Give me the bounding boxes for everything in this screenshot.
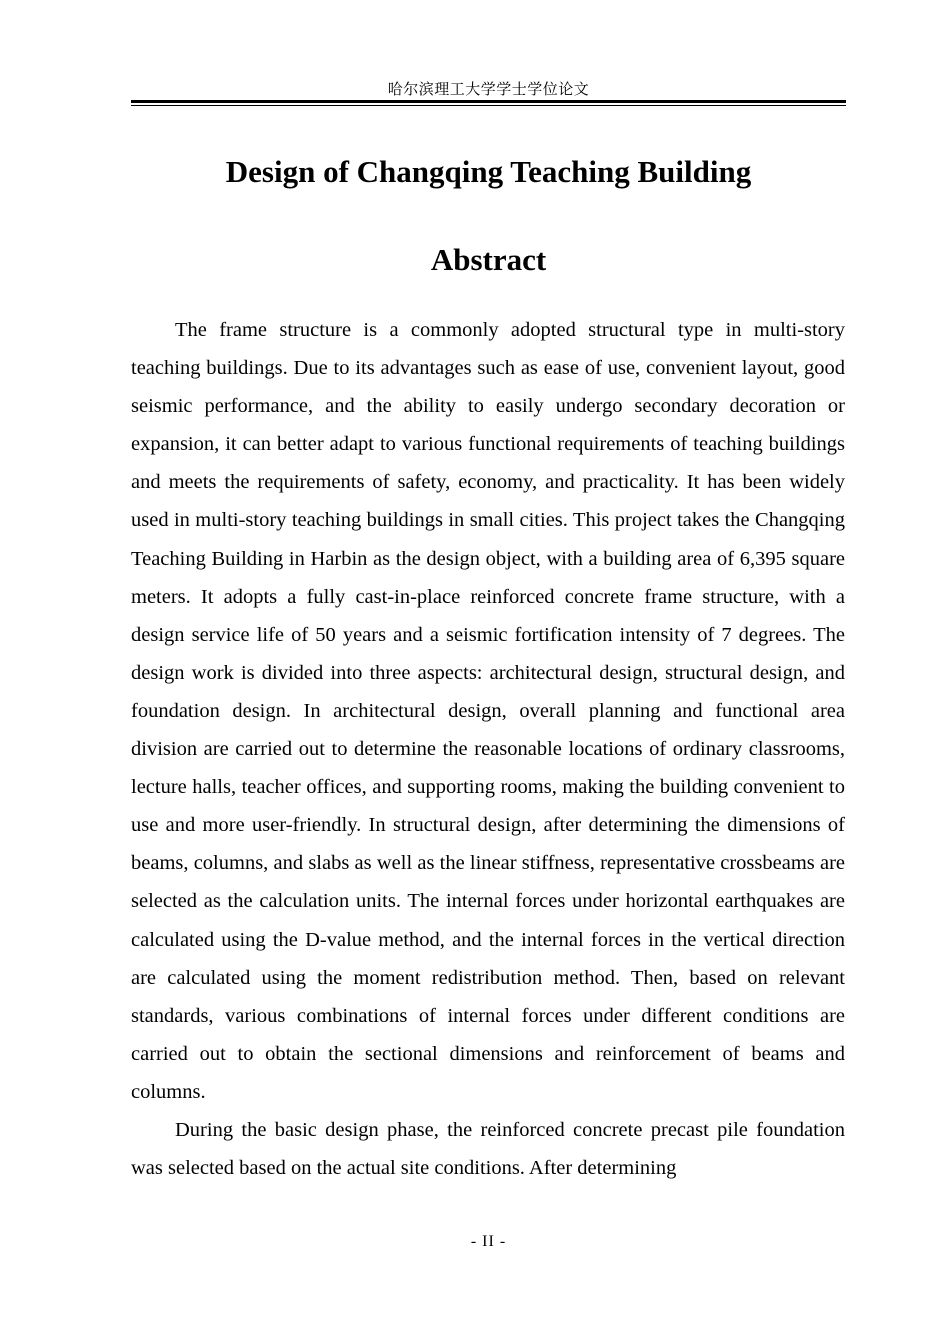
abstract-heading: Abstract [430,242,547,277]
abstract-paragraph-2: During the basic design phase, the reinforced concrete precast pile foundation was selected based on the actual site conditions. After determining [131,1118,845,1180]
abstract-paragraph-1: The frame structure is a commonly adopted structural type in multi-story teaching buildings. Due to its advantages such as ease of use, convenient layout, good seismic performance, and the ability to easily undergo secondary decoration or expansion, it can better adapt to various functional requirements of teaching buildings and meets the requirements of safety, economy, and practicality. It has been widely used in multi-story teaching buildings in small cities. This project takes the Changqing Teaching Building in Harbin as the design object, with a building area of 6,395 square meters. It adopts a fully cast-in-place reinforced concrete frame structure, with a design service life of 50 years and a seismic fortification intensity of 7 degrees. The design work is divided into three aspects: architectural design, structural design, and foundation design. In architectural design, overall planning and functional area division are carried out to determine the reasonable locations of ordinary classrooms, lecture halls, teacher offices, and supporting rooms, making the building convenient to use and more user-friendly. In structural design, after determining the dimensions of beams, columns, and slabs as well as the linear stiffness, representative crossbeams are selected as the calculation units. The internal forces under horizontal earthquakes are calculated using the D-value method, and the internal forces in the vertical direction are calculated using the moment redistribution method. Then, based on relevant standards, various combinations of internal forces under different conditions are carried out to obtain the sectional dimensions and reinforcement of beams and columns. [131,319,845,1103]
document-title: Design of Changqing Teaching Building [225,154,752,189]
abstract-body [131,311,845,1187]
header-rule-thick [131,100,846,103]
header-rule-thin [131,105,846,106]
running-header: 哈尔滨理工大学学士学位论文 [387,80,590,98]
page-number: - II - [470,1233,507,1250]
